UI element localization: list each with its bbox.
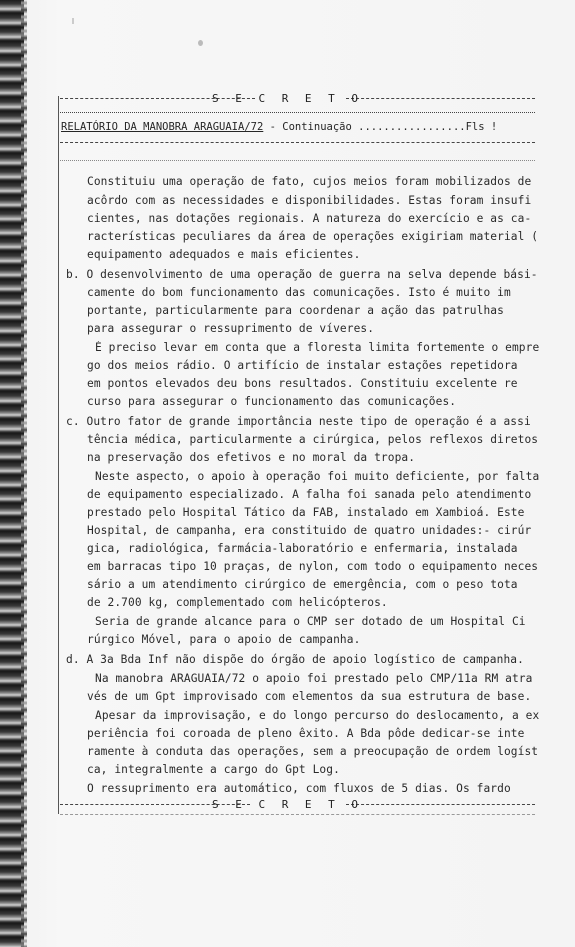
- body-line: É preciso levar em conta que a floresta limita fortemente o empre: [95, 341, 540, 354]
- header-rule-top: [60, 112, 535, 113]
- body-line: O ressuprimento era automático, com fluxos de 5 dias. Os fardo: [87, 782, 511, 795]
- body-line: portante, particularmente para coordenar a ação das patrulhas: [87, 304, 504, 317]
- body-line: de 2.700 kg, complementado com helicópteros.: [87, 596, 388, 609]
- body-line: na preservação dos efetivos e no moral da tropa.: [87, 451, 416, 464]
- body-line: periência foi coroada de pleno êxito. A Bda pôde dedicar-se inte: [87, 727, 525, 740]
- body-line: gica, radiológica, farmácia-laboratório e enfermaria, instalada: [87, 542, 518, 555]
- body-line: racterísticas peculiares da área de operações exigiriam material (: [87, 230, 539, 243]
- body-line: Na manobra ARAGUAIA/72 o apoio foi prestado pelo CMP/11a RM atra: [95, 672, 533, 685]
- body-line: cientes, nas dotações regionais. A natureza do exercício e as ca-: [87, 212, 532, 225]
- report-continuation: - Continuação .................Fls !: [263, 121, 498, 133]
- body-line: rúrgico Móvel, para o apoio de campanha.: [87, 633, 361, 646]
- body-line: Apesar da improvisação, e do longo percurso do deslocamento, a ex: [95, 709, 540, 722]
- body-line: camente do bom funcionamento das comunicações. Isto é muito im: [87, 286, 511, 299]
- body-line: de equipamento especializado. A falha foi sanada pelo atendimento: [87, 488, 532, 501]
- body-line: para assegurar o ressuprimento de víveres.: [87, 322, 375, 335]
- body-line: Hospital, de campanha, era constituido de quatro unidades:- cirúr: [87, 524, 532, 537]
- body-line: em pontos elevados deu bons resultados. Constituiu excelente re: [87, 377, 518, 390]
- body-line: go dos meios rádio. O artifício de instalar estações repetidora: [87, 359, 518, 372]
- paper-mark: [72, 18, 74, 24]
- report-title: RELATÓRIO DA MANOBRA ARAGUAIA/72: [61, 121, 264, 133]
- body-line: sário a um atendimento cirúrgico de emergência, com o peso tota: [87, 578, 518, 591]
- report-header: [61, 121, 497, 133]
- bottom-rule-under: [60, 814, 535, 815]
- paragraph-d-line: d. A 3a Bda Inf não dispõe do órgão de apoio logístico de campanha.: [66, 653, 524, 666]
- classification-bottom: S E C R E T O: [211, 798, 364, 811]
- body-line: vés de um Gpt improvisado com elementos da sua estrutura de base.: [87, 690, 532, 703]
- body-line: Constituiu uma operação de fato, cujos meios foram mobilizados de: [87, 175, 532, 188]
- body-line: em barracas tipo 10 praças, de nylon, com todo o equipamento neces: [87, 560, 539, 573]
- frame-left: [58, 96, 59, 814]
- classification-top: S E C R E T O: [211, 92, 364, 105]
- body-line: Seria de grande alcance para o CMP ser dotado de um Hospital Ci: [95, 615, 526, 628]
- paragraph-c-line: c. Outro fator de grande importância neste tipo de operação é a assi: [66, 415, 531, 428]
- body-line: ramente à conduta das operações, sem a preocupação de ordem logíst: [87, 745, 539, 758]
- header-rule-sub: [60, 160, 535, 161]
- body-line: acôrdo com as necessidades e disponibilidades. Estas foram insufi: [87, 194, 532, 207]
- punch-mark: [198, 40, 203, 46]
- body-line: Neste aspecto, o apoio à operação foi muito deficiente, por falta: [95, 470, 540, 483]
- header-rule-bottom: [60, 142, 535, 143]
- body-line: equipamento adequados e mais eficientes.: [87, 248, 361, 261]
- body-line: ca, integralmente a cargo do Gpt Log.: [87, 763, 340, 776]
- body-line: curso para assegurar o funcionamento das comunicações.: [87, 395, 457, 408]
- paragraph-b-line: b. O desenvolvimento de uma operação de guerra na selva depende bási-: [66, 268, 538, 281]
- body-line: tência médica, particularmente a cirúrgica, pelos reflexos diretos: [87, 433, 539, 446]
- body-line: prestado pelo Hospital Tático da FAB, instalado em Xambioá. Este: [87, 506, 525, 519]
